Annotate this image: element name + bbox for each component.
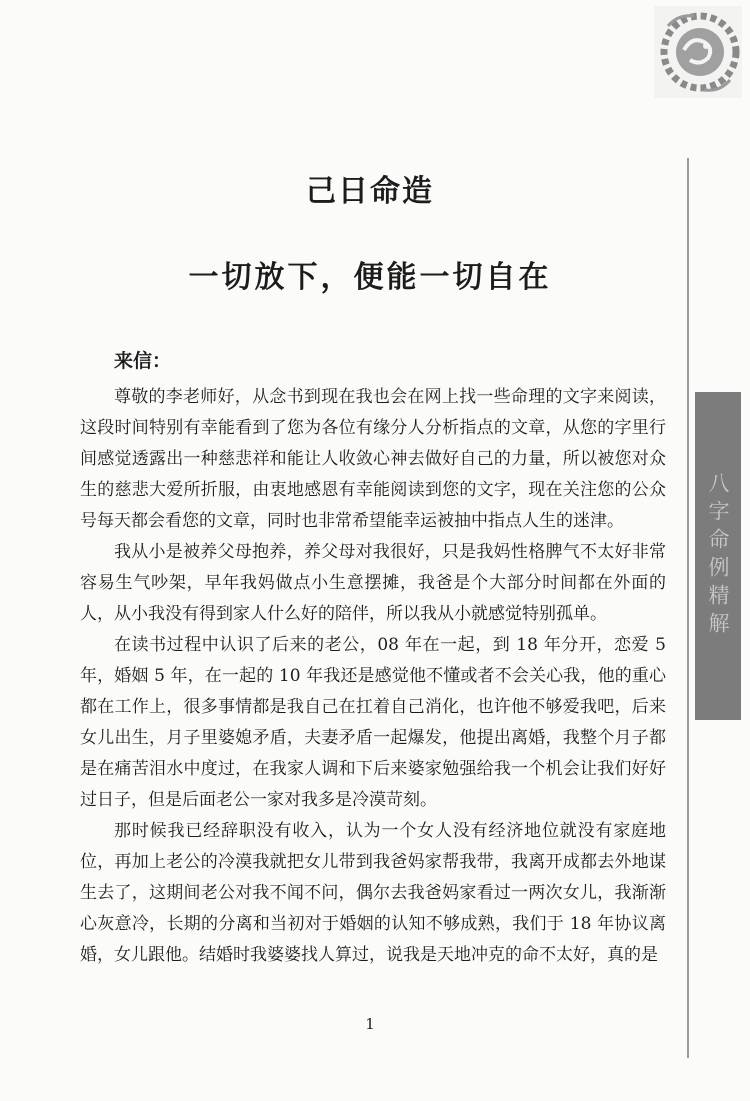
paragraph: 尊敬的李老师好，从念书到现在我也会在网上找一些命理的文字来阅读，这段时间特别有幸能看到了您为各位有缘分人分析指点的文章，从您的字里行间感觉透露出一种慈悲祥和能让人收敛心神去做好自己的力量，所以被您对众生的慈悲大爱所折服，由衷地感恩有幸能阅读到您的文字，现在关注您的公众号每天都会看您的文章，同时也非常希望能幸运被抽中指点人生的迷津。 bbox=[80, 387, 666, 531]
article-title: 一切放下，便能一切自在 bbox=[188, 260, 552, 295]
side-tab bbox=[695, 392, 741, 720]
margin-rule bbox=[687, 158, 689, 1058]
page-number: 1 bbox=[365, 1015, 375, 1033]
side-tab-label: 八字命例精解 bbox=[706, 472, 730, 640]
letter-label: 来信： bbox=[114, 350, 172, 372]
paragraph: 那时候我已经辞职没有收入，认为一个女人没有经济地位就没有家庭地位，再加上老公的冷漠我就把女儿带到我爸妈家帮我带，我离开成都去外地谋生去了，这期间老公对我不闻不问，偶尔去我爸妈家看过一两次女儿，我渐渐心灰意冷，长期的分离和当初对于婚姻的认知不够成熟，我们于 18 年协议离婚，女儿跟他。结婚时我婆婆找人算过，说我是天地冲克的命不太好，真的是 bbox=[80, 821, 666, 965]
chapter-title: 己日命造 bbox=[306, 174, 434, 209]
letter-body bbox=[80, 382, 666, 971]
dragon-seal-icon bbox=[654, 6, 742, 98]
paragraph: 我从小是被养父母抱养，养父母对我很好，只是我妈性格脾气不太好非常容易生气吵架，早年我妈做点小生意摆摊，我爸是个大部分时间都在外面的人，从小我没有得到家人什么好的陪伴，所以我从小就感觉特别孤单。 bbox=[80, 542, 666, 624]
paragraph: 在读书过程中认识了后来的老公，08 年在一起，到 18 年分开，恋爱 5 年，婚姻 5 年，在一起的 10 年我还是感觉他不懂或者不会关心我，他的重心都在工作上，很多事情都是我自己在扛着自己消化，也许他不够爱我吧，后来女儿出生，月子里婆媳矛盾，夫妻矛盾一起爆发，他提出离婚，我整个月子都是在痛苦泪水中度过，在我家人调和下后来婆家勉强给我一个机会让我们好好过日子，但是后面老公一家对我多是冷漠苛刻。 bbox=[80, 635, 666, 810]
